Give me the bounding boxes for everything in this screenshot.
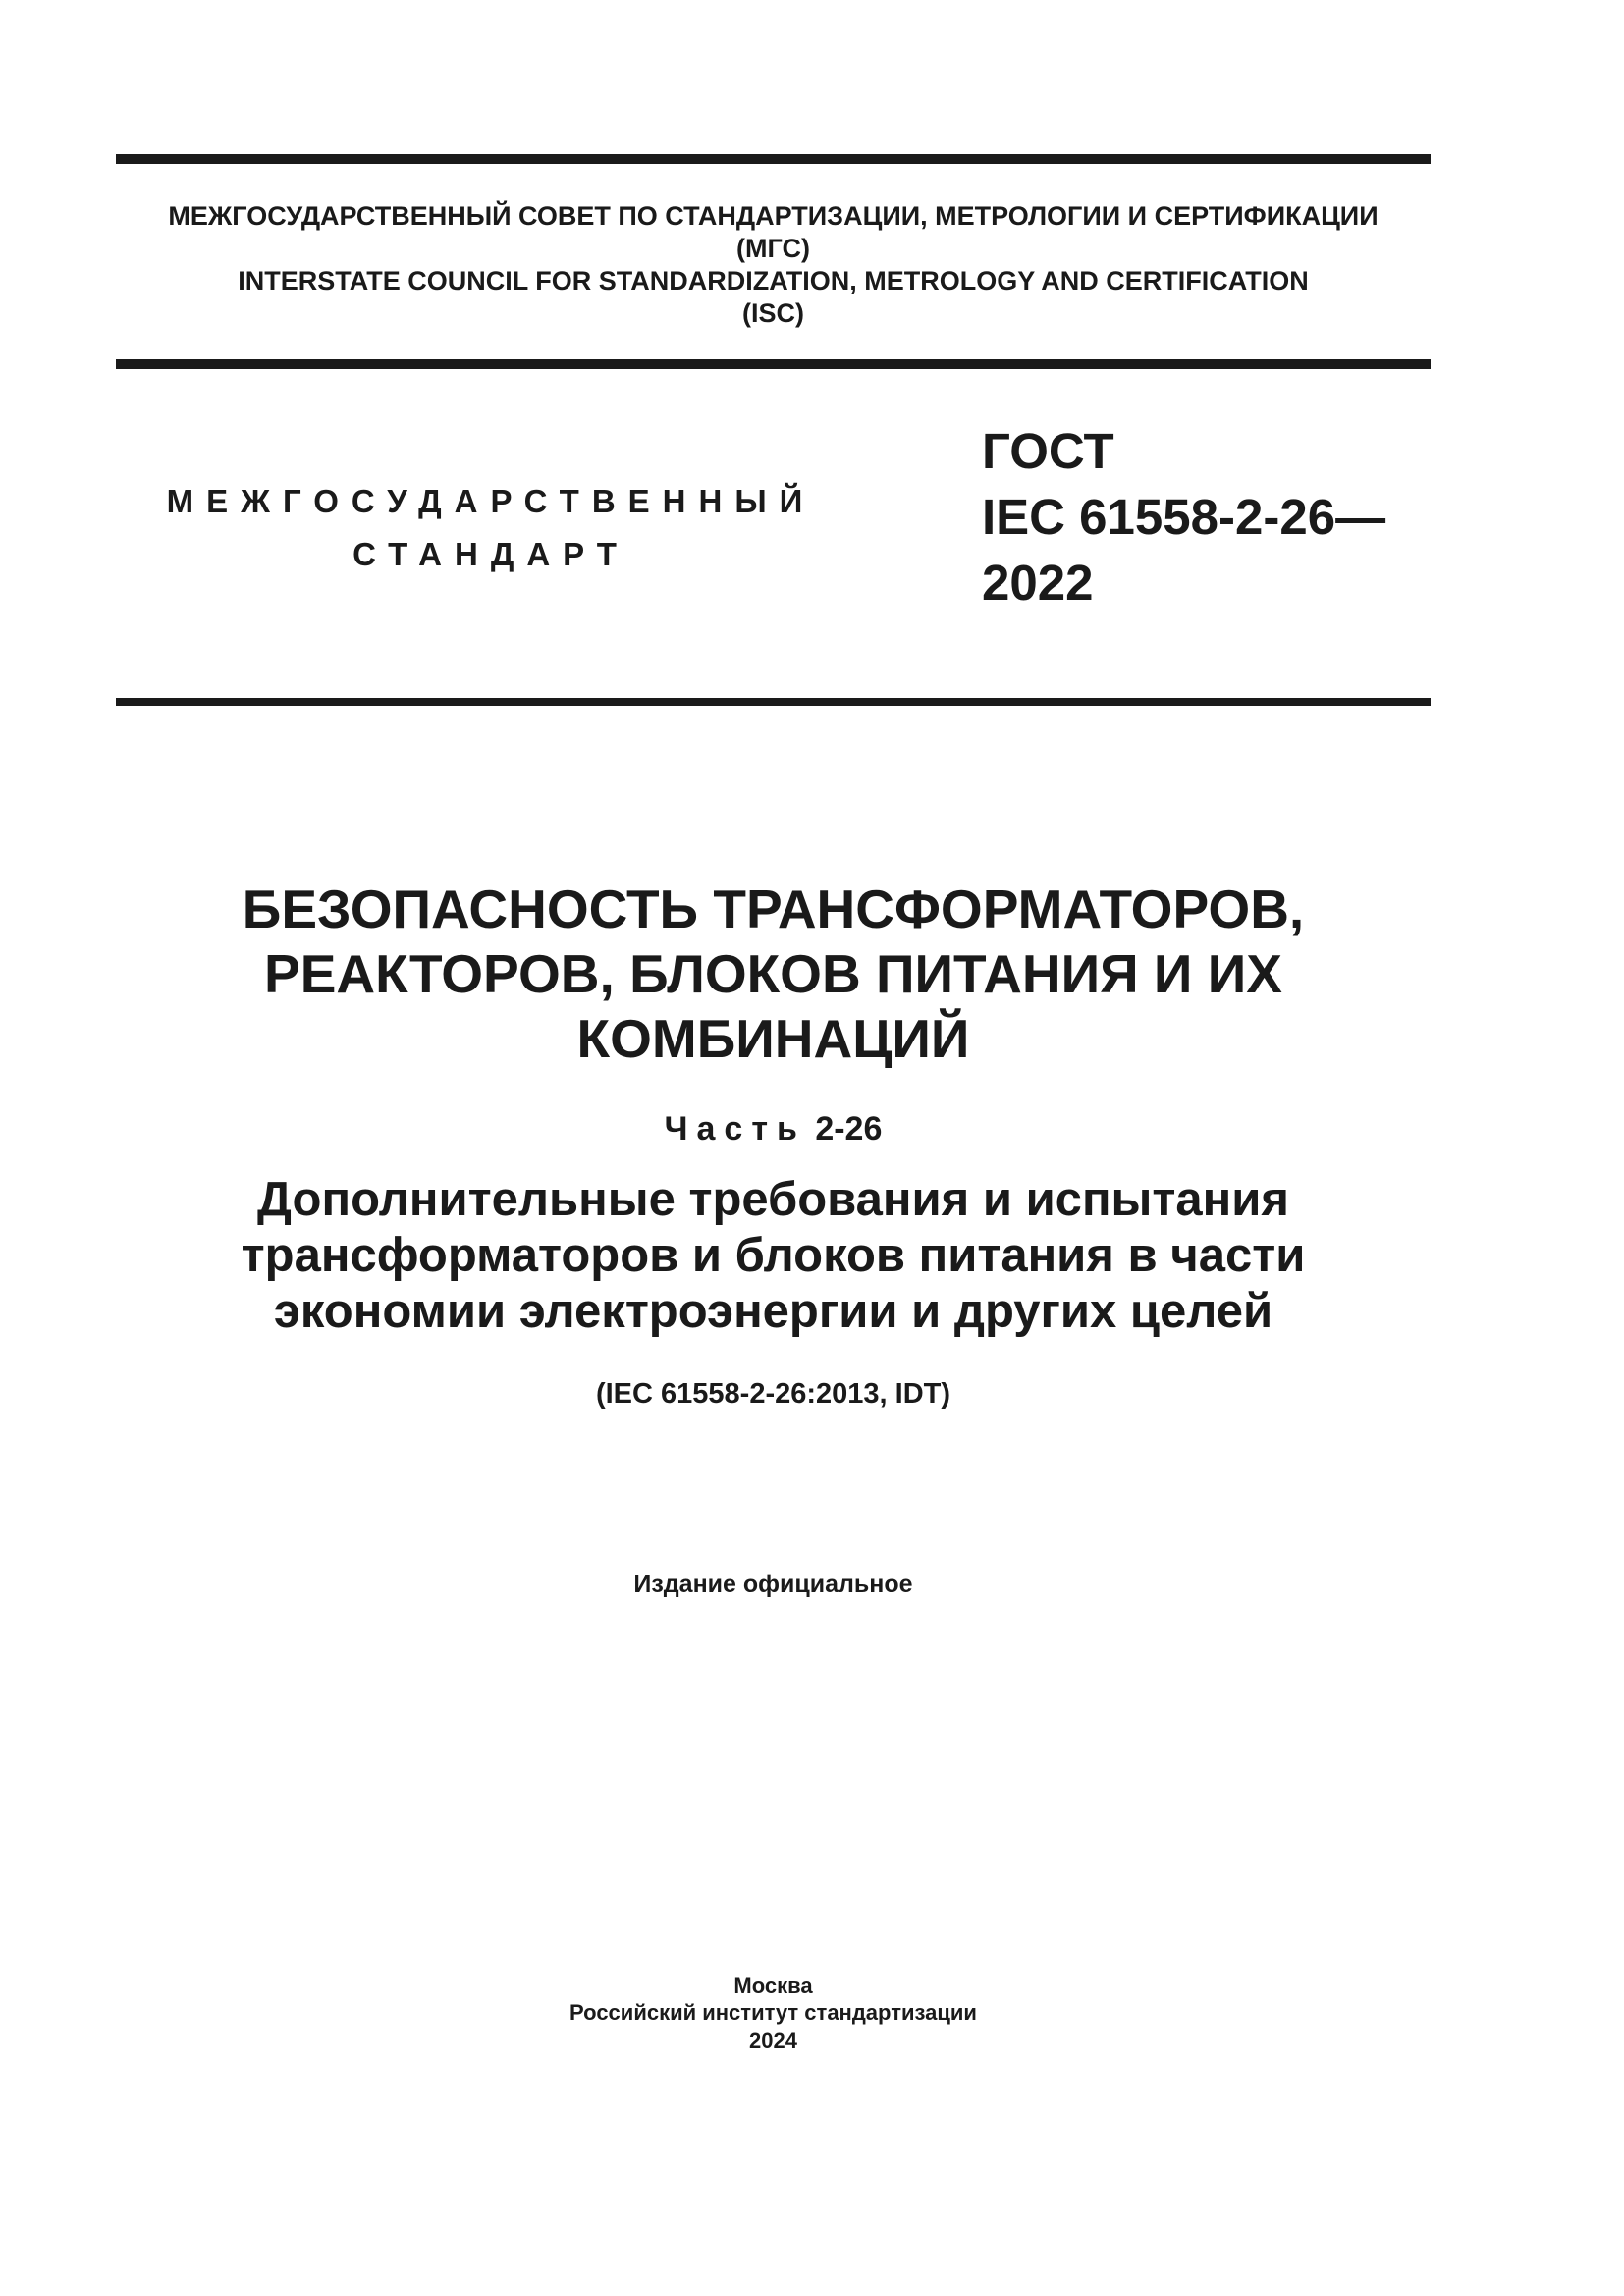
- document-title: [116, 877, 1431, 1071]
- imprint: [116, 1972, 1431, 2055]
- standard-kind-line2: СТАНДАРТ: [352, 536, 629, 572]
- imprint-city: Москва: [733, 1973, 813, 1998]
- imprint-publisher: Российский институт стандартизации: [569, 2001, 977, 2025]
- designation-line1: ГОСТ: [982, 423, 1114, 479]
- council-bottom-rule: [116, 359, 1431, 369]
- subtitle-line2: трансформаторов и блоков питания в части: [241, 1229, 1306, 1282]
- standard-kind-line1: МЕЖГОСУДАРСТВЕННЫЙ: [166, 483, 816, 519]
- title-line1: БЕЗОПАСНОСТЬ ТРАНСФОРМАТОРОВ,: [242, 879, 1305, 939]
- part-number: 2-26: [815, 1110, 883, 1148]
- council-name-ru: МЕЖГОСУДАРСТВЕННЫЙ СОВЕТ ПО СТАНДАРТИЗАЦИИ, МЕТРОЛОГИИ И СЕРТИФИКАЦИИ: [168, 201, 1379, 231]
- council-name-en: INTERSTATE COUNCIL FOR STANDARDIZATION, METROLOGY AND CERTIFICATION: [238, 266, 1309, 295]
- document-subtitle: [116, 1172, 1431, 1340]
- subtitle-line3: экономии электроэнергии и других целей: [273, 1285, 1273, 1338]
- title-line2: РЕАКТОРОВ, БЛОКОВ ПИТАНИЯ И ИХ: [264, 943, 1282, 1004]
- title-line3: КОМБИНАЦИЙ: [576, 1008, 970, 1069]
- part-heading: [116, 1106, 1431, 1151]
- council-abbr-en: (ISC): [742, 298, 804, 328]
- edition-note: Издание официальное: [633, 1571, 913, 1598]
- part-label: Часть: [664, 1110, 806, 1148]
- council-header: [116, 200, 1431, 330]
- top-rule: [116, 154, 1431, 164]
- subtitle-line1: Дополнительные требования и испытания: [257, 1173, 1289, 1226]
- designation-line2: IEC 61558-2-26—: [982, 489, 1386, 545]
- council-abbr-ru: (МГС): [736, 234, 810, 263]
- iec-reference: (IEC 61558-2-26:2013, IDT): [595, 1378, 951, 1410]
- imprint-year: 2024: [749, 2028, 797, 2053]
- standard-designation: [982, 418, 1385, 615]
- designation-line3: 2022: [982, 555, 1094, 611]
- standard-kind: [147, 475, 835, 581]
- designation-bottom-rule: [116, 698, 1431, 706]
